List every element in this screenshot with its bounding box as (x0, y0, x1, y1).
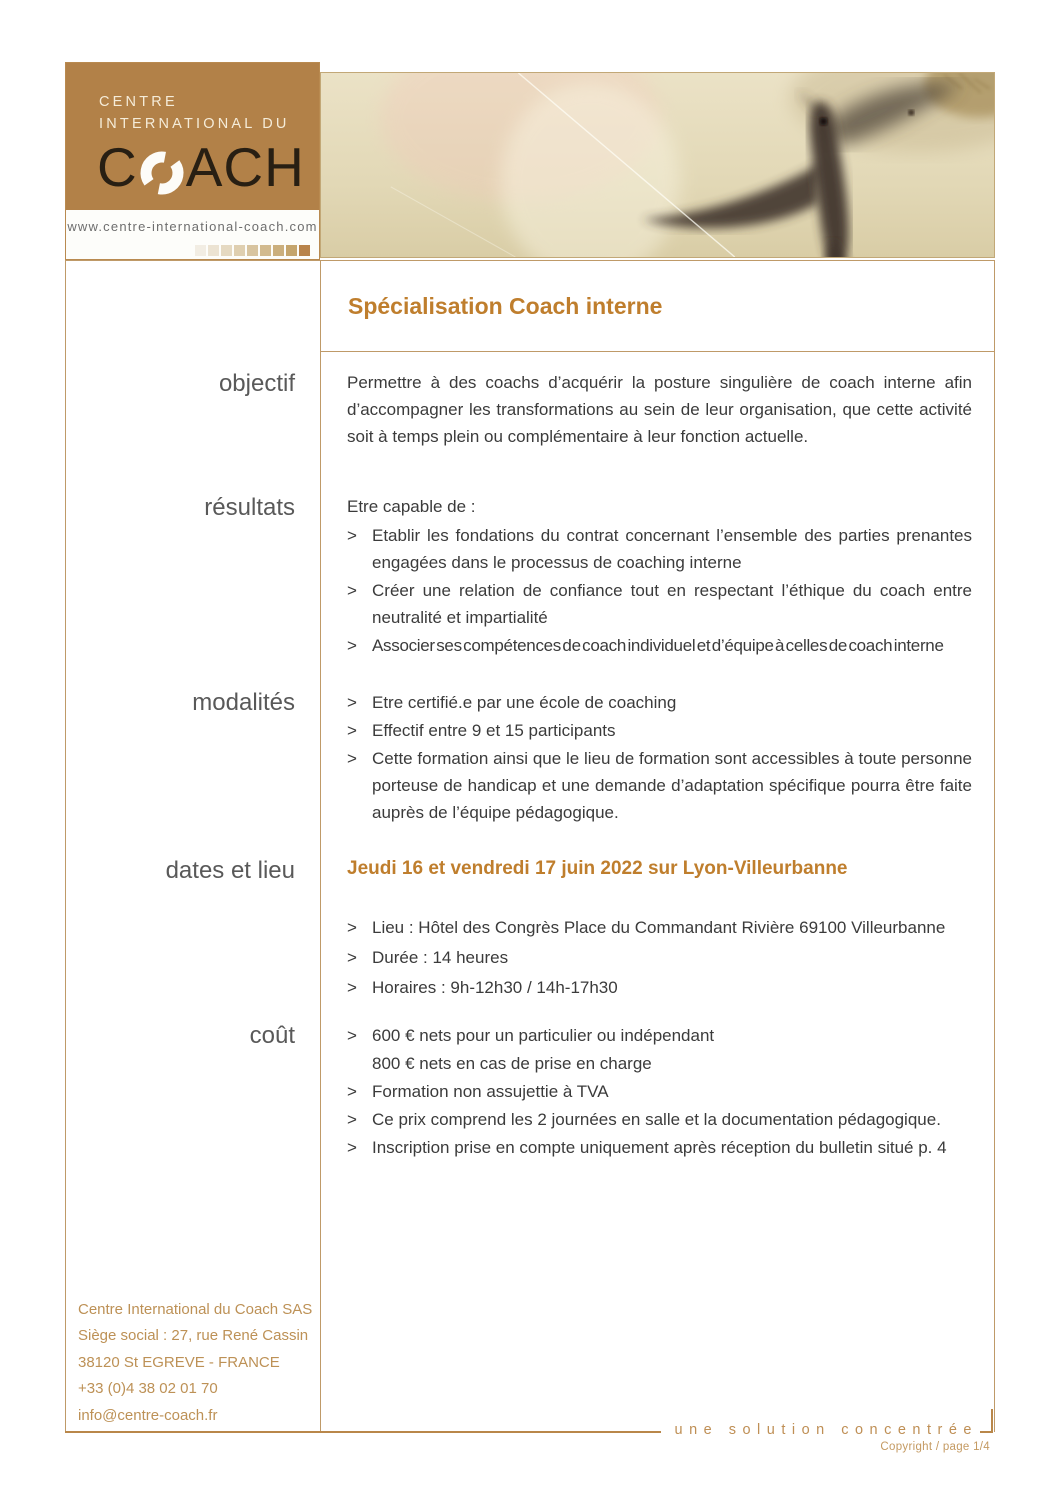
bullet-marker: > (347, 526, 357, 545)
gradient-squares (195, 245, 310, 256)
website-url[interactable]: www.centre-international-coach.com (67, 219, 318, 234)
bullet-marker: > (347, 1138, 357, 1157)
label-resultats: résultats (204, 494, 295, 521)
section-cout (66, 1021, 994, 1161)
bullet-marker: > (347, 978, 357, 997)
list-item: > Durée : 14 heures (347, 944, 972, 972)
bullet-marker: > (347, 1026, 357, 1045)
list-item: > 600 € nets pour un particulier ou indépendant (347, 1022, 972, 1049)
rule-left-segment (65, 1431, 661, 1433)
section-objectif (66, 369, 994, 450)
footer-rule (65, 1407, 993, 1438)
company-name: Centre International du Coach SAS (78, 1300, 313, 1318)
list-item: > Créer une relation de confiance tout en respectant l’éthique du coach entre neutralité et impartialité (347, 577, 972, 631)
list-item: > Etablir les fondations du contrat concernant l’ensemble des parties prenantes engagées dans le processus de coaching interne (347, 522, 972, 576)
bullet-marker: > (347, 636, 357, 655)
bullet-marker: > (347, 918, 357, 937)
logo-text (99, 91, 290, 135)
label-cout: coût (249, 1022, 295, 1049)
label-dates-lieu: dates et lieu (165, 857, 295, 884)
list-item: > Effectif entre 9 et 15 participants (347, 717, 972, 744)
resultats-intro: Etre capable de : (347, 497, 476, 516)
title-cell (321, 261, 994, 352)
wordmark-rest: ACH (185, 136, 305, 198)
bullet-marker-empty (347, 1050, 372, 1077)
dates-heading: Jeudi 16 et vendredi 17 juin 2022 sur Lyon-Villeurbanne (347, 858, 848, 879)
list-item: > Formation non assujettie à TVA (347, 1078, 972, 1105)
logo-line-2: INTERNATIONAL DU (99, 116, 290, 132)
section-modalites (66, 688, 994, 826)
bullet-marker: > (347, 693, 357, 712)
logo-wordmark (97, 135, 305, 199)
list-item: > Associer ses compétences de coach individuel et d’équipe à celles de coach interne (347, 632, 972, 659)
footer-tagline: une solution concentrée (674, 1422, 978, 1438)
page-title: Spécialisation Coach interne (348, 292, 663, 319)
bullet-marker: > (347, 1082, 357, 1101)
banner-bird-image (320, 72, 995, 258)
label-modalites: modalités (192, 689, 295, 716)
address-line-2: 38120 St EGREVE - FRANCE (78, 1353, 280, 1371)
section-resultats (66, 493, 994, 659)
bullet-marker: > (347, 749, 357, 768)
list-item: > Horaires : 9h-12h30 / 14h-17h30 (347, 974, 972, 1002)
list-item: > Cette formation ainsi que le lieu de formation sont accessibles à toute personne porteuse de handicap et une demande d’adaptation spécifique pourra être faite auprès de l’équipe pédagogique. (347, 745, 972, 826)
logo-line-1: CENTRE (99, 94, 178, 110)
content-frame (65, 260, 995, 1432)
logo (65, 62, 320, 260)
email-address[interactable]: info@centre-coach.fr (78, 1406, 218, 1424)
address-line-1: Siège social : 27, rue René Cassin (78, 1327, 309, 1344)
copyright-page-number: Copyright / page 1/4 (880, 1441, 990, 1453)
segmented-ring-o-icon (139, 145, 185, 191)
wordmark-first-letter: C (97, 136, 138, 198)
phone-number: +33 (0)4 38 02 01 70 (78, 1380, 218, 1397)
bullet-marker: > (347, 1110, 357, 1129)
logo-url-strip (66, 210, 319, 259)
list-item-continuation: 800 € nets en cas de prise en charge (347, 1050, 972, 1077)
objectif-paragraph: Permettre à des coachs d’acquérir la posture singulière de coach interne afin d’accompagner les transformations au sein de leur organisation, que cette activité soit à temps plein ou complémentaire à leur fonction actuelle. (347, 373, 972, 446)
bullet-marker: > (347, 581, 357, 600)
list-item: > Lieu : Hôtel des Congrès Place du Commandant Rivière 69100 Villeurbanne (347, 914, 972, 942)
list-item: > Etre certifié.e par une école de coaching (347, 689, 972, 716)
list-item: > Inscription prise en compte uniquement après réception du bulletin situé p. 4 (347, 1134, 972, 1161)
label-objectif: objectif (218, 370, 295, 397)
list-item: > Ce prix comprend les 2 journées en salle et la documentation pédagogique. (347, 1106, 972, 1133)
rule-corner-bracket (980, 1409, 993, 1433)
section-dates-lieu (66, 856, 994, 1002)
bullet-marker: > (347, 948, 357, 967)
bullet-marker: > (347, 721, 357, 740)
